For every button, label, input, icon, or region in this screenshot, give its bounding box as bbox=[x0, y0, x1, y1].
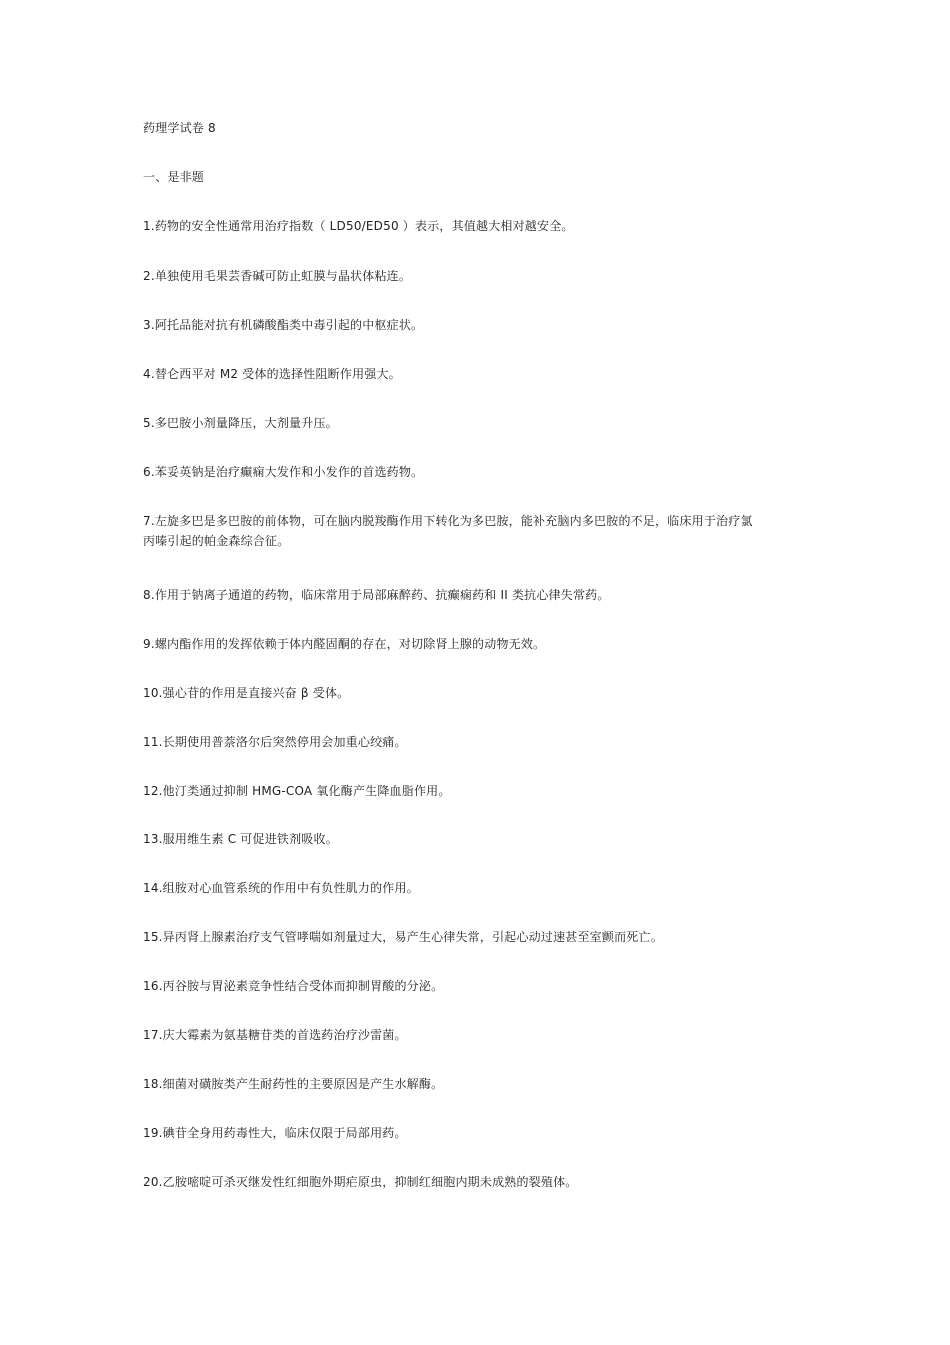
question-15: 15.异丙肾上腺素治疗支气管哮喘如剂量过大，易产生心律失常，引起心动过速甚至室颤而死亡。 bbox=[143, 930, 663, 944]
section-heading: 一、是非题 bbox=[143, 170, 205, 184]
question-16: 16.丙谷胺与胃泌素竞争性结合受体而抑制胃酸的分泌。 bbox=[143, 979, 444, 993]
question-18: 18.细菌对磺胺类产生耐药性的主要原因是产生水解酶。 bbox=[143, 1077, 444, 1091]
question-20: 20.乙胺嘧啶可杀灭继发性红细胞外期疟原虫，抑制红细胞内期未成熟的裂殖体。 bbox=[143, 1175, 578, 1189]
question-2: 2.单独使用毛果芸香碱可防止虹膜与晶状体粘连。 bbox=[143, 269, 412, 283]
question-4: 4.替仑西平对 M2 受体的选择性阻断作用强大。 bbox=[143, 367, 401, 381]
question-12: 12.他汀类通过抑制 HMG-COA 氧化酶产生降血脂作用。 bbox=[143, 784, 451, 798]
document-title: 药理学试卷 8 bbox=[143, 121, 216, 135]
question-9: 9.螺内酯作用的发挥依赖于体内醛固酮的存在，对切除肾上腺的动物无效。 bbox=[143, 637, 546, 651]
question-3: 3.阿托品能对抗有机磷酸酯类中毒引起的中枢症状。 bbox=[143, 318, 424, 332]
question-11: 11.长期使用普萘洛尔后突然停用会加重心绞痛。 bbox=[143, 735, 407, 749]
question-5: 5.多巴胺小剂量降压，大剂量升压。 bbox=[143, 416, 338, 430]
question-14: 14.组胺对心血管系统的作用中有负性肌力的作用。 bbox=[143, 881, 419, 895]
question-13: 13.服用维生素 C 可促进铁剂吸收。 bbox=[143, 832, 338, 846]
question-7: 7.左旋多巴是多巴胺的前体物，可在脑内脱羧酶作用下转化为多巴胺，能补充脑内多巴胺的不足，临床用于治疗氯丙嗪引起的帕金森综合征。 bbox=[143, 514, 753, 548]
question-6: 6.苯妥英钠是治疗癫痫大发作和小发作的首选药物。 bbox=[143, 465, 424, 479]
question-17: 17.庆大霉素为氨基糖苷类的首选药治疗沙雷菌。 bbox=[143, 1028, 407, 1042]
question-19: 19.碘苷全身用药毒性大，临床仅限于局部用药。 bbox=[143, 1126, 407, 1140]
question-8: 8.作用于钠离子通道的药物，临床常用于局部麻醉药、抗癫痫药和 II 类抗心律失常药。 bbox=[143, 588, 610, 602]
question-1: 1.药物的安全性通常用治疗指数（ LD50/ED50 ）表示，其值越大相对越安全。 bbox=[143, 219, 574, 233]
question-10: 10.强心苷的作用是直接兴奋 β 受体。 bbox=[143, 686, 350, 700]
